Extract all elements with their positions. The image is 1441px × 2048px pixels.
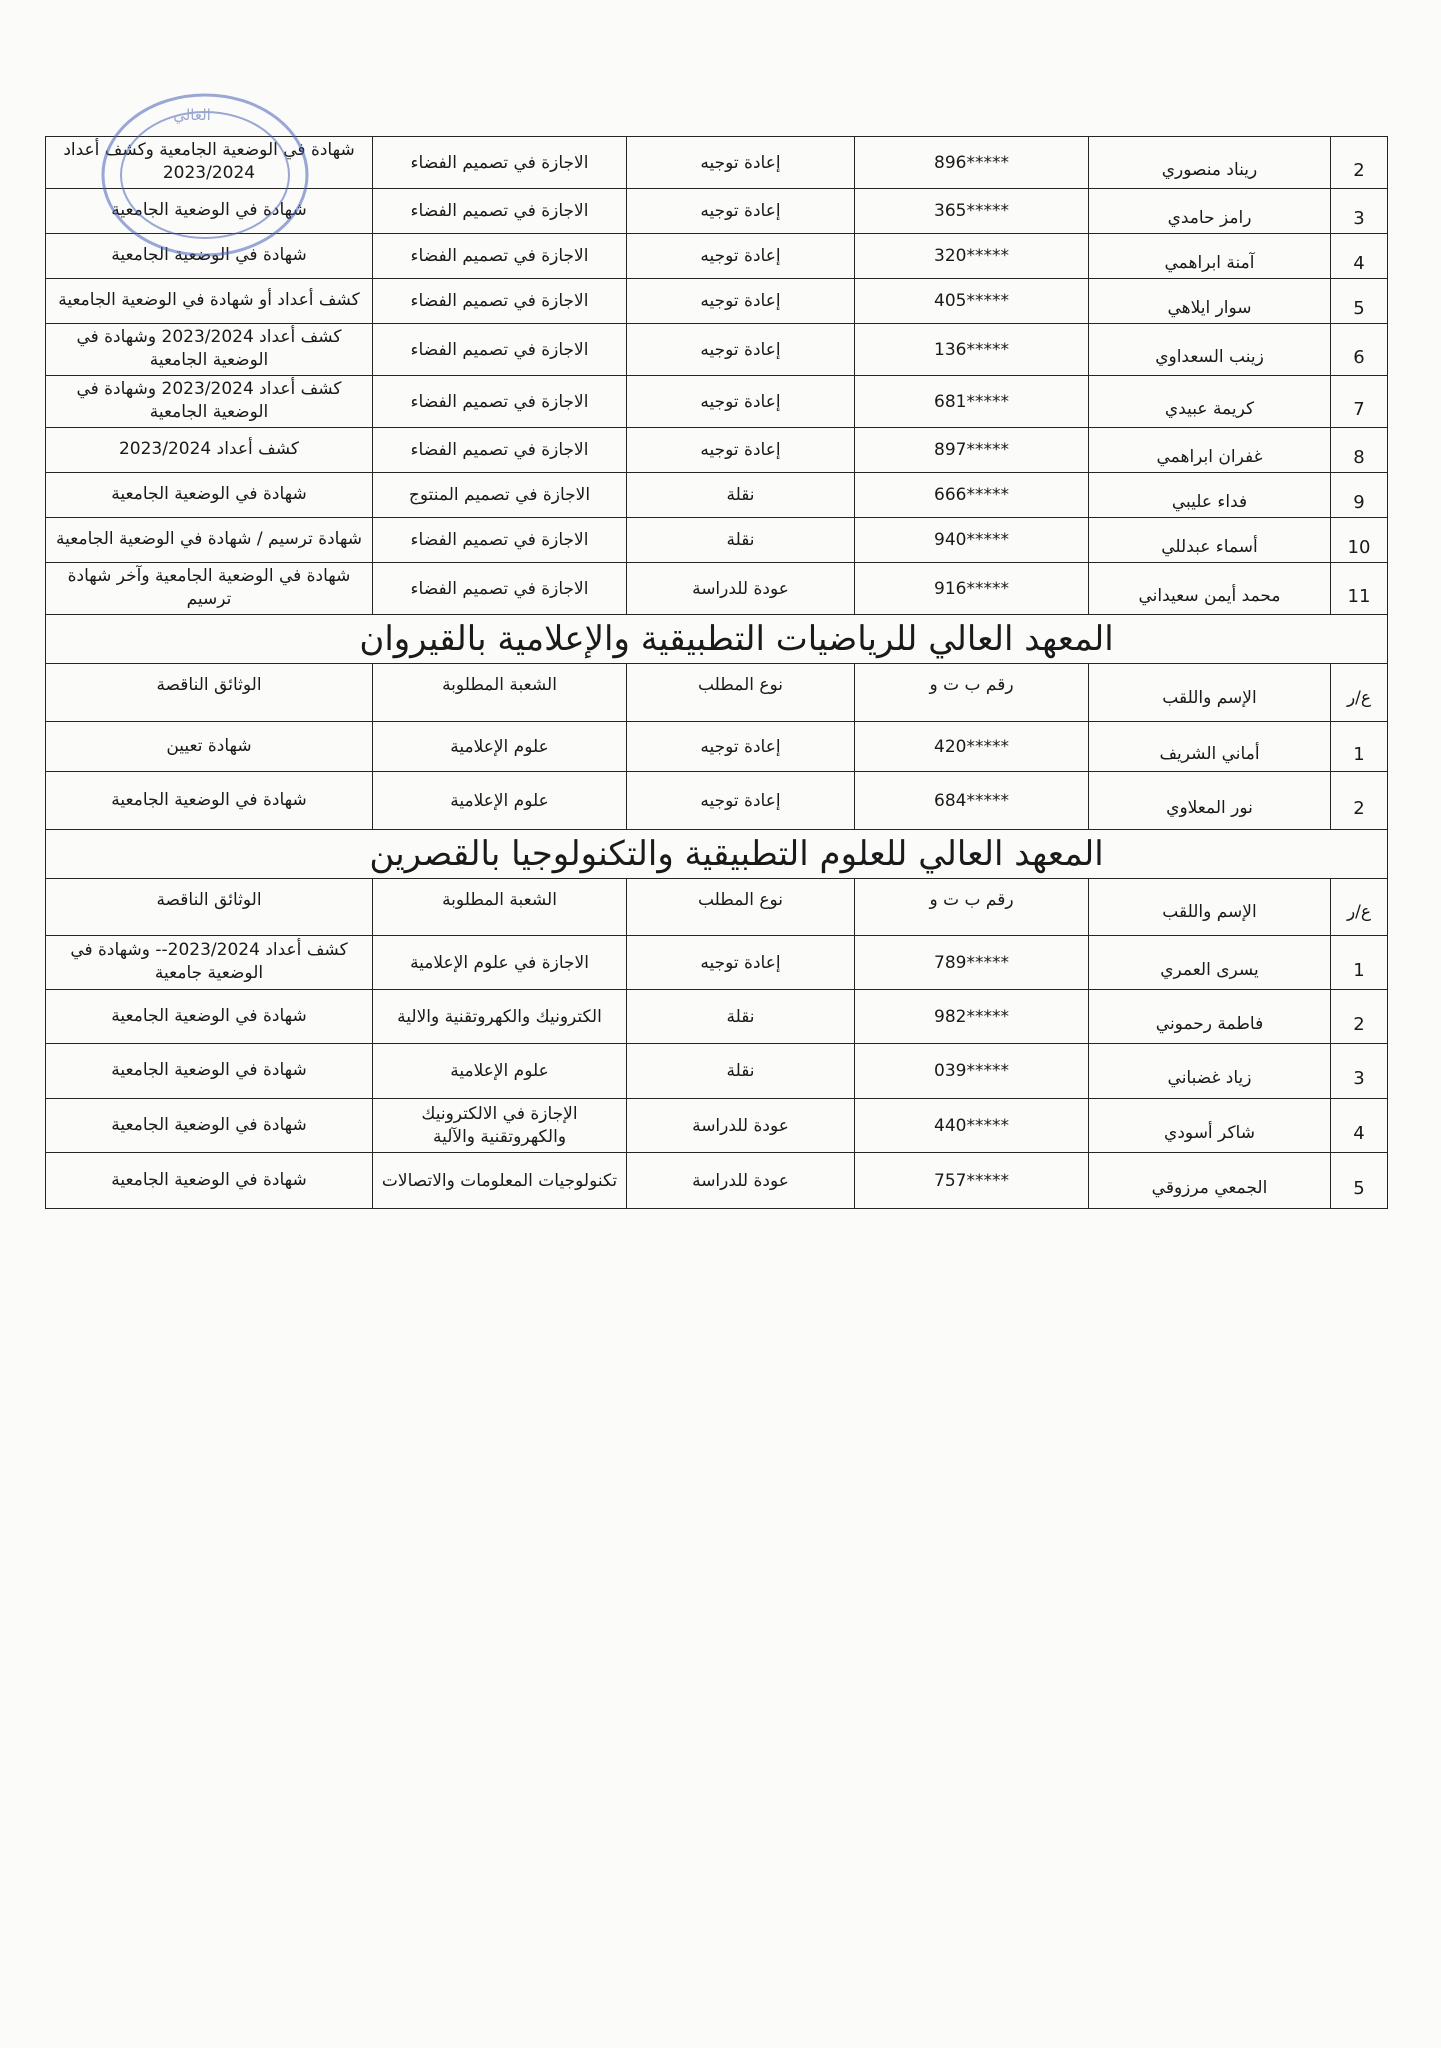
- cell-request: إعادة توجيه: [627, 936, 855, 990]
- table-header-row: [46, 664, 1388, 722]
- column-header-id: رقم ب ت و: [855, 664, 1089, 722]
- table-row: [46, 722, 1388, 772]
- institution-title-row: [46, 615, 1388, 664]
- column-header-name: الإسم واللقب: [1089, 879, 1331, 936]
- table-row: [46, 137, 1388, 189]
- cell-branch: الاجازة في تصميم الفضاء: [373, 234, 627, 279]
- cell-branch: الاجازة في تصميم الفضاء: [373, 189, 627, 234]
- cell-docs: شهادة في الوضعية الجامعية: [46, 1044, 373, 1099]
- cell-docs: شهادة في الوضعية الجامعية: [46, 234, 373, 279]
- cell-name: كريمة عبيدي: [1089, 376, 1331, 428]
- cell-docs: شهادة في الوضعية الجامعية وآخر شهادة ترسيم: [46, 563, 373, 615]
- cell-num: 3: [1331, 189, 1388, 234]
- table-row: [46, 518, 1388, 563]
- cell-name: سوار ايلاهي: [1089, 279, 1331, 324]
- cell-branch: علوم الإعلامية: [373, 772, 627, 830]
- cell-id: 365*****: [855, 189, 1089, 234]
- cell-branch: الاجازة في علوم الإعلامية: [373, 936, 627, 990]
- cell-id: 757*****: [855, 1153, 1089, 1209]
- cell-id: 897*****: [855, 428, 1089, 473]
- cell-request: نقلة: [627, 518, 855, 563]
- cell-docs: كشف أعداد 2023/2024: [46, 428, 373, 473]
- cell-request: إعادة توجيه: [627, 234, 855, 279]
- cell-id: 982*****: [855, 990, 1089, 1044]
- cell-num: 4: [1331, 1099, 1388, 1153]
- table-row: [46, 473, 1388, 518]
- cell-docs: شهادة في الوضعية الجامعية: [46, 1153, 373, 1209]
- cell-num: 2: [1331, 137, 1388, 189]
- column-header-id: رقم ب ت و: [855, 879, 1089, 936]
- table-row: [46, 936, 1388, 990]
- cell-num: 1: [1331, 722, 1388, 772]
- cell-name: فداء عليبي: [1089, 473, 1331, 518]
- cell-branch: الاجازة في تصميم الفضاء: [373, 563, 627, 615]
- cell-num: 5: [1331, 279, 1388, 324]
- cell-request: عودة للدراسة: [627, 1099, 855, 1153]
- cell-request: إعادة توجيه: [627, 722, 855, 772]
- cell-num: 10: [1331, 518, 1388, 563]
- cell-branch: الاجازة في تصميم الفضاء: [373, 376, 627, 428]
- cell-docs: شهادة في الوضعية الجامعية: [46, 772, 373, 830]
- cell-branch: الاجازة في تصميم الفضاء: [373, 324, 627, 376]
- cell-id: 684*****: [855, 772, 1089, 830]
- cell-branch: الاجازة في تصميم الفضاء: [373, 428, 627, 473]
- cell-id: 666*****: [855, 473, 1089, 518]
- cell-docs: شهادة في الوضعية الجامعية: [46, 1099, 373, 1153]
- cell-id: 039*****: [855, 1044, 1089, 1099]
- column-header-name: الإسم واللقب: [1089, 664, 1331, 722]
- cell-name: زياد غضباني: [1089, 1044, 1331, 1099]
- cell-id: 440*****: [855, 1099, 1089, 1153]
- institution-title-row: [46, 830, 1388, 879]
- table-row: [46, 189, 1388, 234]
- cell-docs: شهادة في الوضعية الجامعية وكشف أعداد 2023/2024: [46, 137, 373, 189]
- cell-request: نقلة: [627, 990, 855, 1044]
- cell-id: 681*****: [855, 376, 1089, 428]
- cell-id: 320*****: [855, 234, 1089, 279]
- table-row: [46, 990, 1388, 1044]
- table-row: [46, 563, 1388, 615]
- cell-docs: كشف أعداد 2023/2024 وشهادة في الوضعية الجامعية: [46, 376, 373, 428]
- table-row: [46, 428, 1388, 473]
- cell-request: إعادة توجيه: [627, 324, 855, 376]
- table-row: [46, 279, 1388, 324]
- cell-docs: شهادة ترسيم / شهادة في الوضعية الجامعية: [46, 518, 373, 563]
- column-header-docs: الوثائق الناقصة: [46, 664, 373, 722]
- cell-num: 3: [1331, 1044, 1388, 1099]
- cell-id: 420*****: [855, 722, 1089, 772]
- column-header-request: نوع المطلب: [627, 879, 855, 936]
- cell-branch: الإجازة في الالكترونيك والكهروتقنية والآلية: [373, 1099, 627, 1153]
- table-header-row: [46, 879, 1388, 936]
- cell-name: محمد أيمن سعيداني: [1089, 563, 1331, 615]
- cell-request: إعادة توجيه: [627, 189, 855, 234]
- cell-docs: كشف أعداد أو شهادة في الوضعية الجامعية: [46, 279, 373, 324]
- cell-request: نقلة: [627, 1044, 855, 1099]
- cell-id: 916*****: [855, 563, 1089, 615]
- cell-num: 4: [1331, 234, 1388, 279]
- cell-name: أسماء عبدللي: [1089, 518, 1331, 563]
- institution-title: المعهد العالي للرياضيات التطبيقية والإعلامية بالقيروان: [46, 615, 1388, 664]
- cell-request: عودة للدراسة: [627, 1153, 855, 1209]
- column-header-request: نوع المطلب: [627, 664, 855, 722]
- cell-name: آمنة ابراهمي: [1089, 234, 1331, 279]
- table-row: [46, 772, 1388, 830]
- table-row: [46, 1099, 1388, 1153]
- cell-num: 1: [1331, 936, 1388, 990]
- cell-name: أماني الشريف: [1089, 722, 1331, 772]
- cell-docs: شهادة في الوضعية الجامعية: [46, 189, 373, 234]
- cell-name: زينب السعداوي: [1089, 324, 1331, 376]
- table-row: [46, 376, 1388, 428]
- cell-num: 5: [1331, 1153, 1388, 1209]
- cell-request: إعادة توجيه: [627, 279, 855, 324]
- cell-request: إعادة توجيه: [627, 376, 855, 428]
- cell-branch: الكترونيك والكهروتقنية والالية: [373, 990, 627, 1044]
- cell-branch: علوم الإعلامية: [373, 722, 627, 772]
- cell-name: نور المعلاوي: [1089, 772, 1331, 830]
- cell-name: يسرى العمري: [1089, 936, 1331, 990]
- cell-branch: الاجازة في تصميم الفضاء: [373, 279, 627, 324]
- cell-num: 8: [1331, 428, 1388, 473]
- cell-id: 896*****: [855, 137, 1089, 189]
- cell-branch: علوم الإعلامية: [373, 1044, 627, 1099]
- cell-branch: الاجازة في تصميم المنتوج: [373, 473, 627, 518]
- cell-num: 6: [1331, 324, 1388, 376]
- table-row: [46, 234, 1388, 279]
- cell-num: 11: [1331, 563, 1388, 615]
- cell-id: 789*****: [855, 936, 1089, 990]
- cell-name: الجمعي مرزوقي: [1089, 1153, 1331, 1209]
- cell-branch: تكنولوجيات المعلومات والاتصالات: [373, 1153, 627, 1209]
- cell-request: نقلة: [627, 473, 855, 518]
- cell-name: رامز حامدي: [1089, 189, 1331, 234]
- cell-name: شاكر أسودي: [1089, 1099, 1331, 1153]
- cell-num: 2: [1331, 990, 1388, 1044]
- cell-id: 136*****: [855, 324, 1089, 376]
- cell-id: 405*****: [855, 279, 1089, 324]
- cell-request: إعادة توجيه: [627, 137, 855, 189]
- cell-request: إعادة توجيه: [627, 428, 855, 473]
- cell-branch: الاجازة في تصميم الفضاء: [373, 518, 627, 563]
- cell-name: ريناد منصوري: [1089, 137, 1331, 189]
- cell-docs: شهادة في الوضعية الجامعية: [46, 473, 373, 518]
- column-header-num: ع/ر: [1331, 879, 1388, 936]
- cell-id: 940*****: [855, 518, 1089, 563]
- cell-request: عودة للدراسة: [627, 563, 855, 615]
- column-header-branch: الشعبة المطلوبة: [373, 664, 627, 722]
- cell-num: 9: [1331, 473, 1388, 518]
- cell-docs: كشف أعداد 2023/2024 وشهادة في الوضعية الجامعية: [46, 324, 373, 376]
- document-table: [45, 136, 1388, 1209]
- institution-title: المعهد العالي للعلوم التطبيقية والتكنولوجيا بالقصرين: [46, 830, 1388, 879]
- table-row: [46, 1044, 1388, 1099]
- column-header-num: ع/ر: [1331, 664, 1388, 722]
- stamp-text: العالي: [173, 106, 211, 124]
- cell-name: غفران ابراهمي: [1089, 428, 1331, 473]
- cell-branch: الاجازة في تصميم الفضاء: [373, 137, 627, 189]
- cell-request: إعادة توجيه: [627, 772, 855, 830]
- cell-docs: شهادة في الوضعية الجامعية: [46, 990, 373, 1044]
- document-table-body: [46, 137, 1388, 1209]
- cell-name: فاطمة رحموني: [1089, 990, 1331, 1044]
- cell-num: 7: [1331, 376, 1388, 428]
- cell-num: 2: [1331, 772, 1388, 830]
- column-header-docs: الوثائق الناقصة: [46, 879, 373, 936]
- cell-docs: كشف أعداد 2023/2024-- وشهادة في الوضعية جامعية: [46, 936, 373, 990]
- table-row: [46, 1153, 1388, 1209]
- column-header-branch: الشعبة المطلوبة: [373, 879, 627, 936]
- cell-docs: شهادة تعيين: [46, 722, 373, 772]
- table-row: [46, 324, 1388, 376]
